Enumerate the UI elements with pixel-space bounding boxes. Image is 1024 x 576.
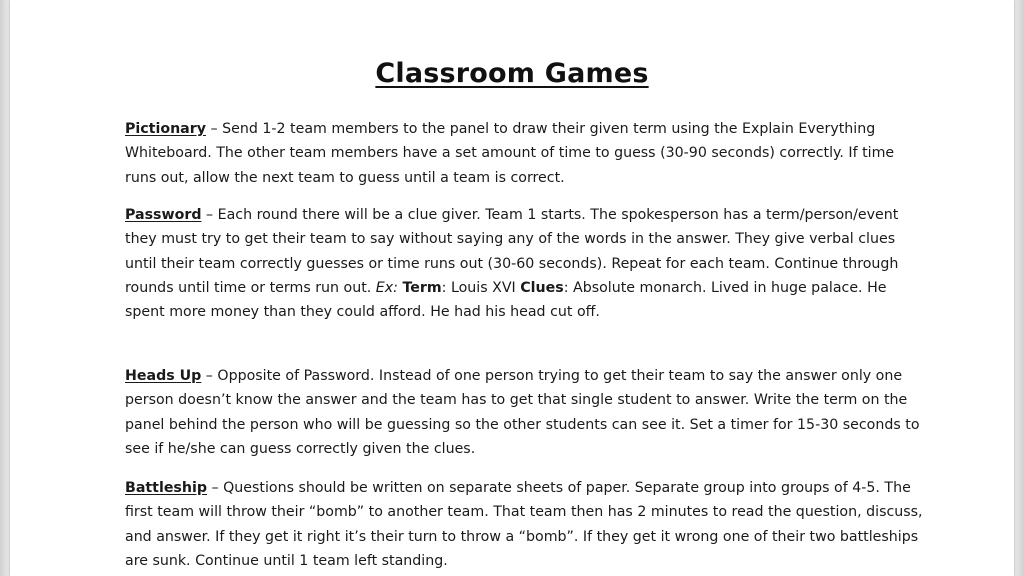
- dash: –: [201, 368, 218, 384]
- example-label: Ex:: [375, 279, 398, 296]
- term-pictionary: Pictionary: [125, 121, 206, 137]
- viewer-right-edge: [1014, 0, 1024, 576]
- paragraph-heads-up: [125, 364, 925, 461]
- paragraph-battleship: [125, 476, 925, 573]
- document-page: [10, 0, 1014, 576]
- paragraph-text: Questions should be written on separate sheets of paper. Separate group into groups of 4-5. The first team will throw their “bomb” to another team. That team then has 2 minutes to read the question, discuss, and answer. If they get it right it’s their turn to throw a “bomb”. If they get it wrong one of their two battleships are sunk. Continue until 1 team left standing.: [125, 480, 923, 569]
- term-heads-up: Heads Up: [125, 368, 202, 384]
- paragraph-password: [125, 203, 925, 324]
- term-value: : Louis XVI: [441, 279, 516, 296]
- page-title: Classroom Games: [375, 58, 649, 89]
- paragraph-text: Send 1-2 team members to the panel to draw their given term using the Explain Everything Whiteboard. The other team members have a set amount of time to guess (30-90 seconds) correctly. If time runs out, allow the next team to guess until a team is correct.: [125, 121, 895, 186]
- viewer-left-edge: [0, 0, 10, 576]
- paragraph-pictionary: [125, 117, 925, 190]
- dash: –: [207, 480, 224, 496]
- term-label: Term: [402, 279, 442, 296]
- paragraph-text: Opposite of Password. Instead of one person trying to get their team to say the answer only one person doesn’t know the answer and the team has to get that single student to answer. Write the term on the panel behind the person who will be guessing so the other students can see it. Set a timer for 15-30 seconds to see if he/she can guess correctly given the clues.: [125, 368, 920, 457]
- term-password: Password: [125, 207, 202, 223]
- dash: –: [205, 121, 223, 137]
- clues-label: Clues: [520, 279, 564, 296]
- dash: –: [201, 207, 218, 223]
- term-battleship: Battleship: [125, 480, 208, 496]
- clues-value: : Absolute monarch. Lived in huge palace. He spent more money than they could afford. He had his head cut off.: [125, 279, 887, 321]
- paragraph-text: Each round there will be a clue giver. Team 1 starts. The spokesperson has a term/person/event they must try to get their team to say without saying any of the words in the answer. They give verbal clues until their team correctly guesses or time runs out (30-60 seconds). Repeat for each team. Continue through rounds until time or terms run out.: [125, 207, 899, 296]
